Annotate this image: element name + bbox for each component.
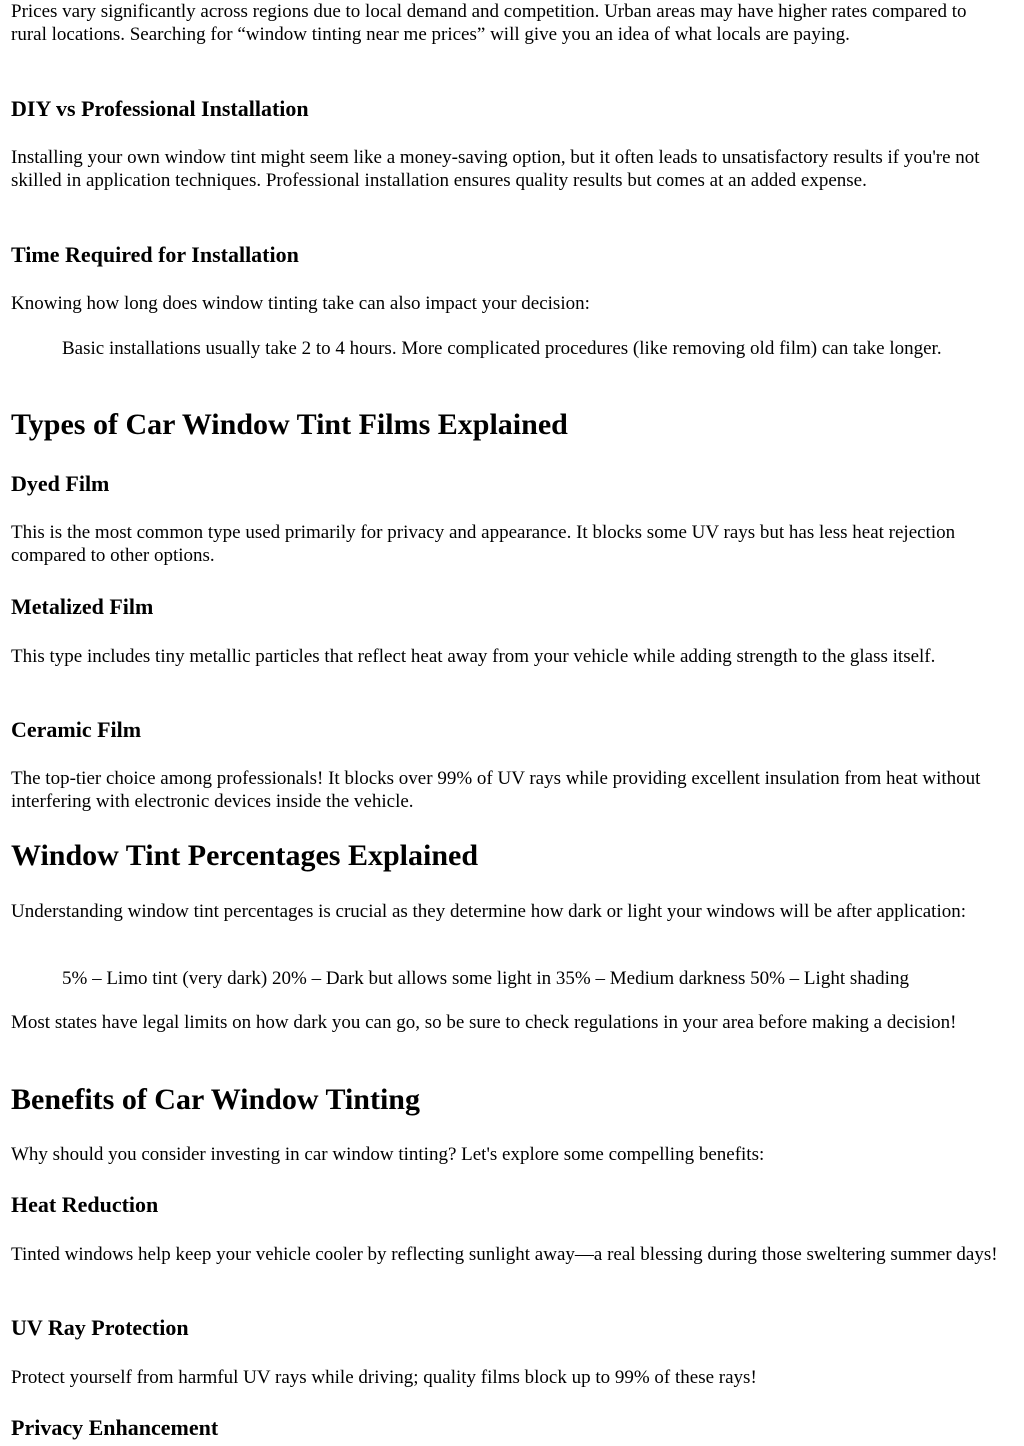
heading-dyed-film: Dyed Film [11, 471, 110, 496]
quote-tint-percentage-list: 5% – Limo tint (very dark) 20% – Dark but allows some light in 35% – Medium darkness 50% – Light shading [62, 968, 909, 989]
paragraph-time-required: Knowing how long does window tinting take can also impact your decision: [11, 293, 590, 314]
paragraph-ceramic-film: The top-tier choice among professionals! It blocks over 99% of UV rays while providing excellent insulation from heat without interfering with electronic devices inside the vehicle. [11, 768, 981, 812]
heading-types-of-films: Types of Car Window Tint Films Explained [11, 408, 568, 441]
heading-benefits: Benefits of Car Window Tinting [11, 1083, 420, 1116]
quote-installation-duration: Basic installations usually take 2 to 4 hours. More complicated procedures (like removing old film) can take longer. [62, 338, 942, 359]
paragraph-uv-protection: Protect yourself from harmful UV rays while driving; quality films block up to 99% of these rays! [11, 1367, 757, 1388]
paragraph-diy-vs-professional: Installing your own window tint might seem like a money-saving option, but it often leads to unsatisfactory results if you're not skilled in application techniques. Professional installation ensures quality results but comes at an added expense. [11, 147, 980, 191]
paragraph-tint-percentages: Understanding window tint percentages is crucial as they determine how dark or light your windows will be after application: [11, 901, 967, 922]
heading-diy-vs-professional: DIY vs Professional Installation [11, 96, 309, 121]
heading-uv-protection: UV Ray Protection [11, 1315, 189, 1340]
paragraph-regional-prices: Prices vary significantly across regions due to local demand and competition. Urban areas may have higher rates compared to rural locations. Searching for “window tinting near me prices” will give you an idea of what locals are paying. [11, 1, 967, 45]
paragraph-dyed-film: This is the most common type used primarily for privacy and appearance. It blocks some UV rays but has less heat rejection compared to other options. [11, 522, 956, 566]
heading-ceramic-film: Ceramic Film [11, 717, 142, 742]
paragraph-legal-limits: Most states have legal limits on how dark you can go, so be sure to check regulations in your area before making a decision! [11, 1012, 957, 1033]
heading-time-required: Time Required for Installation [11, 242, 299, 267]
paragraph-heat-reduction: Tinted windows help keep your vehicle cooler by reflecting sunlight away—a real blessing during those sweltering summer days! [11, 1244, 998, 1265]
paragraph-benefits-intro: Why should you consider investing in car window tinting? Let's explore some compelling benefits: [11, 1144, 765, 1165]
heading-heat-reduction: Heat Reduction [11, 1192, 159, 1217]
paragraph-metalized-film: This type includes tiny metallic particles that reflect heat away from your vehicle while adding strength to the glass itself. [11, 646, 936, 667]
heading-metalized-film: Metalized Film [11, 594, 154, 619]
heading-privacy-enhancement: Privacy Enhancement [11, 1415, 219, 1440]
heading-tint-percentages: Window Tint Percentages Explained [11, 839, 479, 872]
